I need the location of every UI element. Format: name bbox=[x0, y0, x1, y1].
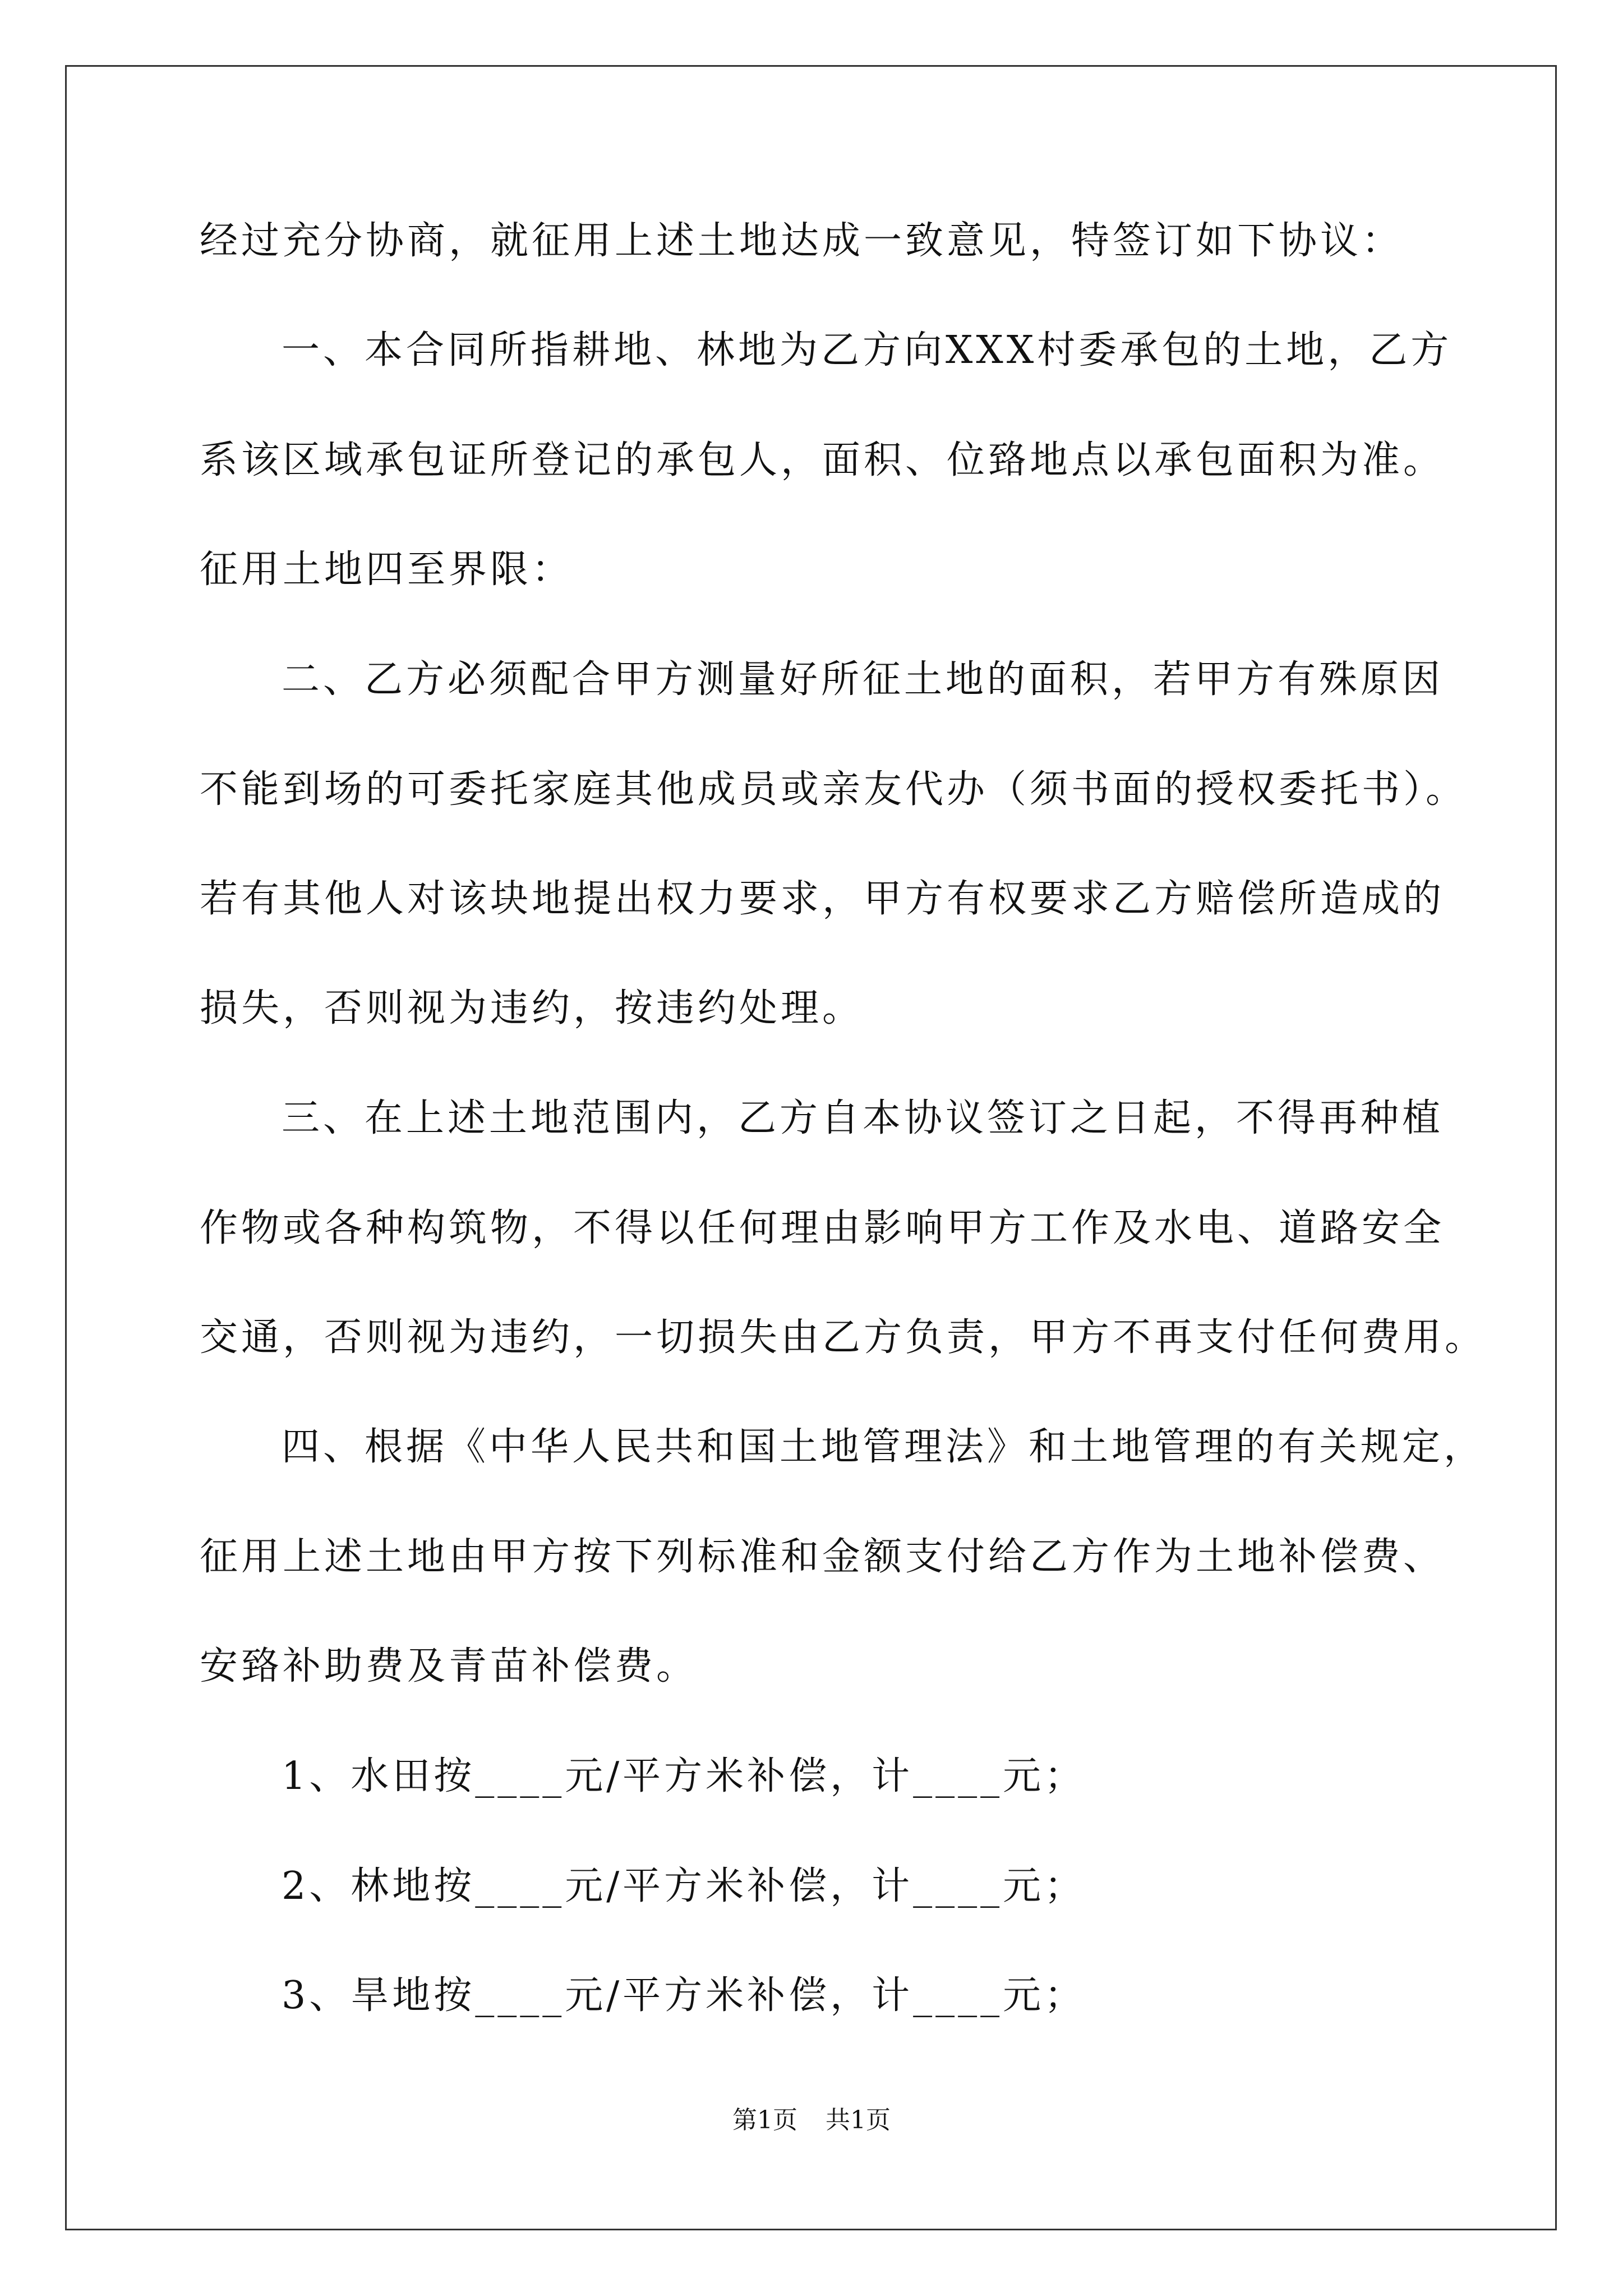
page-footer bbox=[0, 2105, 1623, 2136]
text-line: 若有其他人对该块地提出权力要求，甲方有权要求乙方赔偿所造成的 bbox=[200, 877, 1445, 921]
text-line: 作物或各种构筑物，不得以任何理由影响甲方工作及水电、道路安全 bbox=[200, 1206, 1445, 1250]
text-line: 交通，否则视为违约，一切损失由乙方负责，甲方不再支付任何费用。 bbox=[200, 1315, 1487, 1360]
page-total: 共1页 bbox=[826, 2106, 891, 2134]
text-line: 2、林地按____元/平方米补偿，计____元； bbox=[282, 1864, 1086, 1908]
text-line: 系该区域承包证所登记的承包人，面积、位臵地点以承包面积为准。 bbox=[200, 438, 1445, 482]
text-line: 3、旱地按____元/平方米补偿，计____元； bbox=[282, 1973, 1086, 2018]
text-line: 四、根据《中华人民共和国土地管理法》和土地管理的有关规定， bbox=[282, 1425, 1486, 1469]
text-line: 一、本合同所指耕地、林地为乙方向XXX村委承包的土地，乙方 bbox=[282, 328, 1453, 372]
text-line: 三、在上述土地范围内，乙方自本协议签订之日起，不得再种植 bbox=[282, 1096, 1444, 1140]
page-number: 第1页 bbox=[732, 2106, 797, 2134]
text-line: 1、水田按____元/平方米补偿，计____元； bbox=[282, 1754, 1086, 1798]
text-line: 不能到场的可委托家庭其他成员或亲友代办（须书面的授权委托书）。 bbox=[200, 767, 1468, 812]
text-line: 二、乙方必须配合甲方测量好所征土地的面积，若甲方有殊原因 bbox=[282, 657, 1444, 702]
text-line: 征用土地四至界限： bbox=[200, 547, 574, 592]
text-line: 经过充分协商，就征用上述土地达成一致意见，特签订如下协议： bbox=[200, 219, 1404, 263]
text-line: 安臵补助费及青苗补偿费。 bbox=[200, 1644, 698, 1688]
text-line: 征用上述土地由甲方按下列标准和金额支付给乙方作为土地补偿费、 bbox=[200, 1535, 1445, 1579]
text-line: 损失，否则视为违约，按违约处理。 bbox=[200, 986, 864, 1030]
